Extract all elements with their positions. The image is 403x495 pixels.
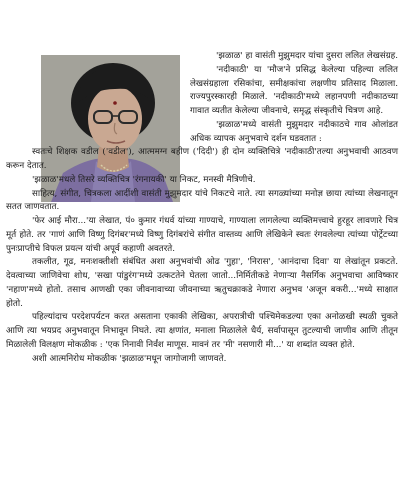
paragraph-9: पहिल्यांदाच परदेशपर्यटन करत असताना एकाकी लेखिका, अपरात्रीची पश्चिमेकडल्या एका अनोळखी स्थळी चुकते आणि त्या भयप्रद अनुभवातून निभावून निघते. त्या क्षणांत, मनाला मिळालेले धैर्य, सर्वापासून तुटल्याची जाणीव आणि तीतून मिळालेली विलक्षण मोकळीक : 'एक निनावी निर्वंश माणूस. मावनं तर 'मी' नसणारी मी...' या शब्दांत व्यक्त होते.	[6, 312, 398, 350]
paragraph-3: 'झळाळ'मध्ये वासंती मुझुमदार नदीकाठचे गाव ओलांडत अधिक व्यापक अनुभवाचे दर्शन घडवतात :	[190, 119, 398, 144]
paragraph-4: स्वतःचे शिक्षक वडील ('वडील'), आत्ममग्न बहीण ('दिदी') ही दोन व्यक्तिचित्रे 'नदीकाठी'तल्या अनुभवाची आठवण करून देतात.	[6, 147, 398, 171]
paragraph-5: 'झळाळ'मधले तिसरे व्यक्तिचित्र 'रंगनायकी' या निकट, मनस्वी मैत्रिणीचे.	[32, 174, 256, 185]
paragraph-1: 'झळाळ' हा वासंती मुझुमदार यांचा दुसरा ललित लेखसंग्रह.	[216, 51, 398, 61]
paragraph-10: अशी आत्मनिरोध मोकळीक 'झळाळ'मधून जागोजागी जाणवते.	[32, 353, 227, 364]
blurb-text	[6, 50, 398, 366]
paragraph-6: साहित्य, संगीत, चित्रकला आदींशी वासंती मुझुमदार यांचे निकटचे नाते. त्या सगळ्यांच्या मनोज्ञ छाया त्यांच्या लेखनातून सतत जाणवतात.	[6, 188, 398, 213]
paragraph-7: 'फेर आई मौरा...'या लेखात, पं० कुमार गंधर्व यांच्या गाण्याचे, गाण्याला लागलेल्या व्यक्तिमत्त्वाचे हुरहूर लावणारे चित्र मूर्त होते. तर 'गाणं आणि विष्णु दिगंबर'मध्ये विष्णु दिगंबरांचे संगीत वास्तव्य आणि लेखिकेने स्वतः रंगवलेल्या त्यांच्या पोर्ट्रेटच्या पुनःप्राप्तीचे विफल प्रयत्न यांची अपूर्व कहाणी अवतरते.	[6, 216, 398, 254]
paragraph-8: तकलीत, गूढ, मनःशक्तीशी संबंधित अशा अनुभवांची ओढ 'गुहा', 'निरास', 'आनंदाचा दिवा' या लेखांतून प्रकटते. देवत्वाच्या जाणिवेचा शोध, 'सखा पांडुरंग'मध्ये उत्कटतेने घेतला जातो...निर्मितीकडे नेणाऱ्या नैसर्गिक अनुभवाचा आविष्कार 'नहाण'मध्ये होतो. तसाच आणखी एका जीवनावाच्या जीवनाच्या ऋतुचक्राकडे नेणारा अनुभव 'अजून बकरी...'मध्ये साक्षात होतो.	[6, 257, 398, 309]
paragraph-2: 'नदीकाठी' या 'मौज'ने प्रसिद्ध केलेल्या पहिल्या ललित लेखसंग्रहाला रसिकांचा, समीक्षकांचा लक्षणीय प्रतिसाद मिळाला. राज्यपुरस्कारही मिळाले. 'नदीकाठी'मध्ये लहानपणी नदीकाठच्या गावात व्यतीत केलेल्या जीवनाचे, समृद्ध संस्कृतीचे चित्रण आहे.	[190, 64, 398, 116]
